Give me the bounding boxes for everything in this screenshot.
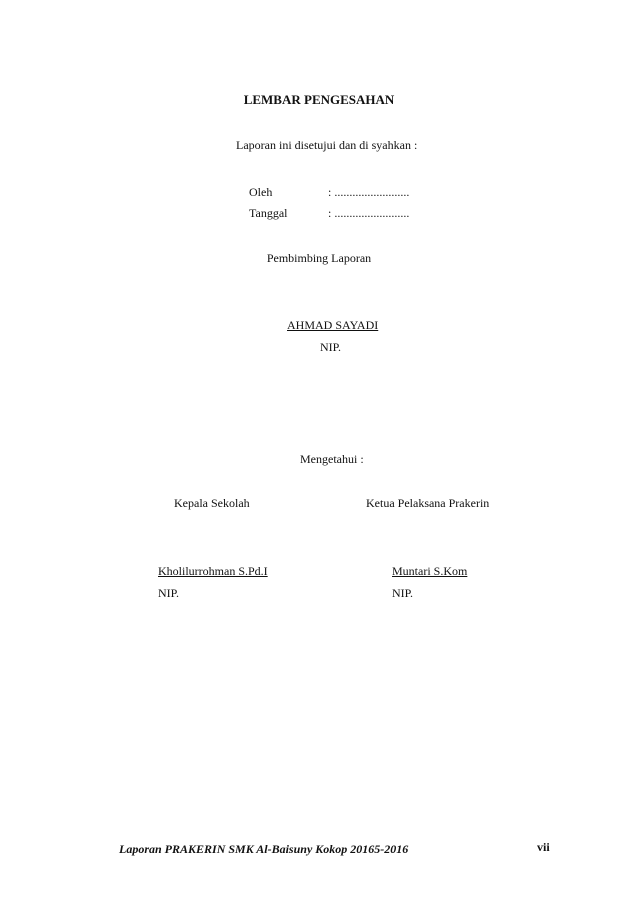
page-number: vii	[537, 840, 550, 854]
supervisor-nip: NIP.	[320, 340, 342, 354]
field-label-oleh: Oleh	[249, 185, 273, 199]
left-signatory-nip: NIP.	[158, 586, 180, 600]
footer-text: Laporan PRAKERIN SMK Al-Baisuny Kokop 20165-2016	[119, 842, 409, 856]
right-signatory-name: Muntari S.Kom	[392, 564, 468, 578]
left-signatory-role: Kepala Sekolah	[174, 496, 250, 510]
page-title: LEMBAR PENGESAHAN	[243, 92, 395, 107]
right-signatory-nip: NIP.	[392, 586, 414, 600]
supervisor-name: AHMAD SAYADI	[287, 318, 379, 332]
field-value-oleh: : .........................	[328, 185, 410, 199]
field-value-tanggal: : .........................	[328, 206, 410, 220]
acknowledged-label: Mengetahui :	[300, 452, 364, 466]
field-label-tanggal: Tanggal	[249, 206, 288, 220]
left-signatory-name: Kholilurrohman S.Pd.I	[158, 564, 268, 578]
supervisor-role: Pembimbing Laporan	[266, 251, 372, 265]
approval-statement: Laporan ini disetujui dan di syahkan :	[236, 138, 418, 152]
right-signatory-role: Ketua Pelaksana Prakerin	[366, 496, 490, 510]
